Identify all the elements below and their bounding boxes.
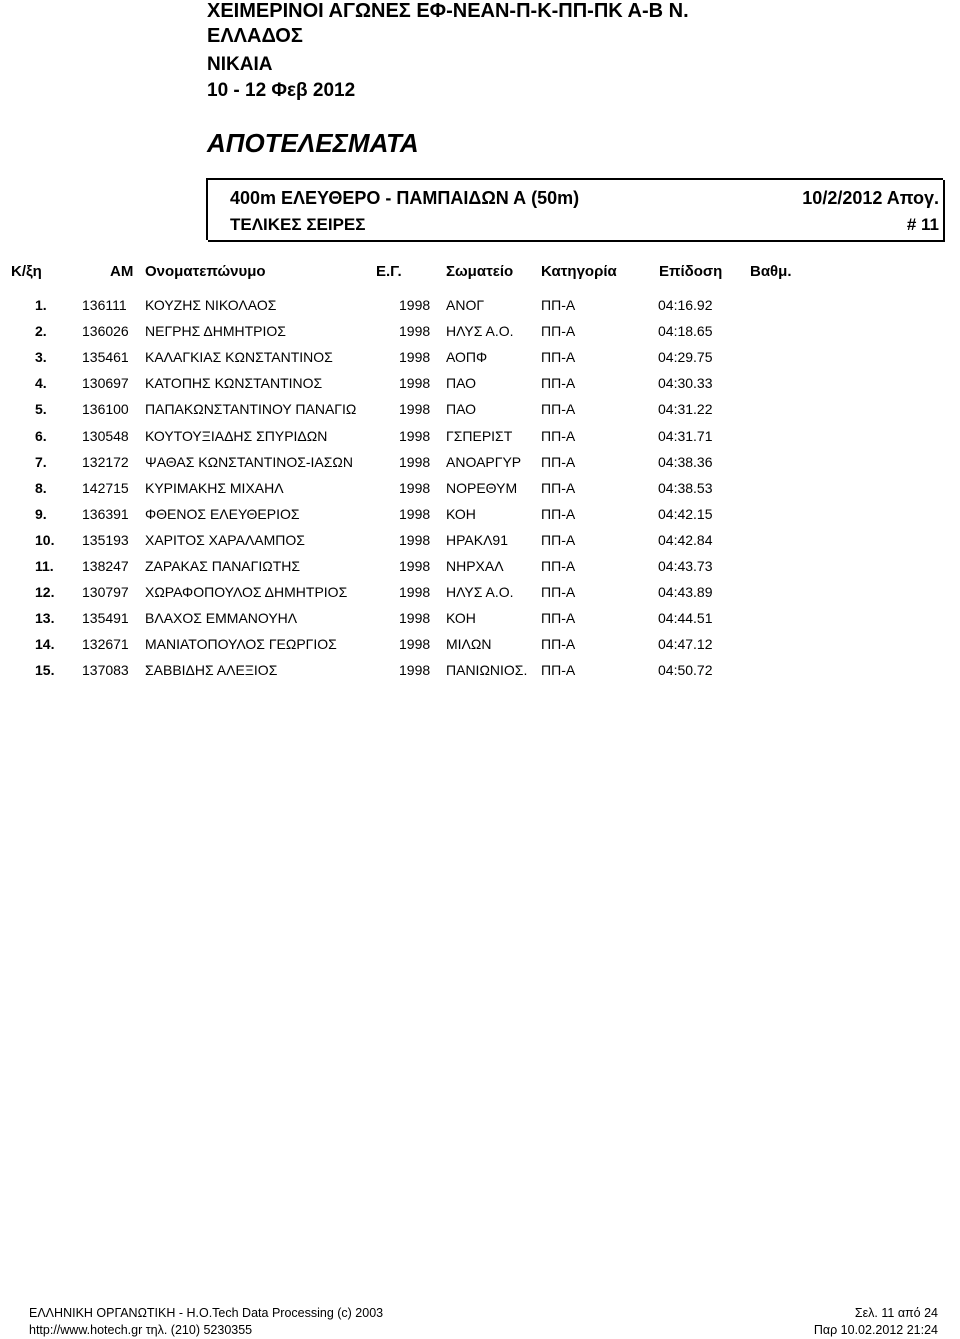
cell-time: 04:31.71 bbox=[658, 427, 713, 444]
cell-am: 132172 bbox=[82, 453, 129, 470]
cell-am: 130797 bbox=[82, 584, 129, 601]
cell-year: 1998 bbox=[399, 401, 431, 418]
cell-year: 1998 bbox=[399, 584, 431, 601]
column-header-club: Σωματείο bbox=[446, 263, 514, 280]
cell-time: 04:43.89 bbox=[658, 584, 713, 601]
cell-name: ΜΑΝΙΑΤΟΠΟΥΛΟΣ ΓΕΩΡΓΙΟΣ bbox=[145, 636, 337, 653]
cell-time: 04:29.75 bbox=[658, 349, 713, 366]
cell-name: ΚΥΡΙΜΑΚΗΣ ΜΙΧΑΗΛ bbox=[145, 479, 284, 496]
cell-category: ΠΠ-Α bbox=[541, 375, 576, 392]
cell-rank: 8. bbox=[35, 479, 47, 496]
cell-name: ΚΑΛΑΓΚΙΑΣ ΚΩΝΣΤΑΝΤΙΝΟΣ bbox=[145, 349, 333, 366]
cell-name: ΧΩΡΑΦΟΠΟΥΛΟΣ ΔΗΜΗΤΡΙΟΣ bbox=[145, 584, 348, 601]
results-title: ΑΠΟΤΕΛΕΣΜΑΤΑ bbox=[207, 128, 419, 158]
footer-contact: http://www.hotech.gr τηλ. (210) 5230355 bbox=[29, 1323, 253, 1337]
cell-club: ΠΑΝΙΩΝΙΟΣ. bbox=[446, 662, 528, 679]
footer-timestamp: Παρ 10.02.2012 21:24 bbox=[813, 1323, 938, 1337]
event-box bbox=[206, 178, 943, 240]
table-row bbox=[0, 528, 960, 554]
cell-rank: 15. bbox=[35, 662, 55, 679]
cell-am: 137083 bbox=[82, 662, 129, 679]
cell-name: ΒΛΑΧΟΣ ΕΜΜΑΝΟΥΗΛ bbox=[145, 610, 298, 627]
cell-category: ΠΠ-Α bbox=[541, 323, 576, 340]
cell-name: ΖΑΡΑΚΑΣ ΠΑΝΑΓΙΩΤΗΣ bbox=[145, 558, 301, 574]
event-name: 400m ΕΛΕΥΘΕΡΟ - ΠΑΜΠΑΙΔΩΝ Α (50m) bbox=[230, 188, 580, 208]
cell-name: ΨΑΘΑΣ ΚΩΝΣΤΑΝΤΙΝΟΣ-ΙΑΣΩΝ bbox=[145, 453, 354, 470]
cell-am: 130548 bbox=[82, 427, 129, 444]
cell-rank: 5. bbox=[35, 401, 47, 418]
table-row bbox=[0, 606, 960, 632]
meet-dates: 10 - 12 Φεβ 2012 bbox=[207, 80, 356, 101]
meet-title-line-1: ΧΕΙΜΕΡΙΝΟΙ ΑΓΩΝΕΣ ΕΦ-ΝΕΑΝ-Π-Κ-ΠΠ-ΠΚ Α-Β Ν. bbox=[207, 0, 689, 22]
cell-name: ΚΑΤΟΠΗΣ ΚΩΝΣΤΑΝΤΙΝΟΣ bbox=[145, 375, 323, 392]
column-header-rank: Κ/ξη bbox=[11, 263, 42, 280]
cell-name: ΧΑΡΙΤΟΣ ΧΑΡΑΛΑΜΠΟΣ bbox=[145, 531, 305, 548]
cell-category: ΠΠ-Α bbox=[541, 584, 576, 601]
column-header-name: Ονοματεπώνυμο bbox=[145, 263, 266, 280]
cell-club: ΠΑΟ bbox=[446, 401, 477, 418]
cell-category: ΠΠ-Α bbox=[541, 349, 576, 366]
cell-category: ΠΠ-Α bbox=[541, 531, 576, 548]
event-number: # 11 bbox=[906, 215, 939, 234]
cell-category: ΠΠ-Α bbox=[541, 662, 576, 679]
cell-club: ΗΛΥΣ Α.Ο. bbox=[446, 323, 514, 340]
cell-time: 04:30.33 bbox=[658, 375, 713, 392]
cell-am: 136391 bbox=[82, 505, 129, 522]
cell-time: 04:18.65 bbox=[658, 323, 713, 340]
table-row bbox=[0, 397, 960, 423]
cell-am: 136111 bbox=[82, 297, 127, 313]
cell-club: ΜΙΛΩΝ bbox=[446, 636, 492, 653]
cell-club: ΑΝΟΑΡΓΥΡ bbox=[446, 453, 522, 470]
footer-company: ΕΛΛΗΝΙΚΗ ΟΡΓΑΝΩΤΙΚΗ - Η.Ο.Tech Data Processing (c) 2003 bbox=[29, 1306, 384, 1320]
cell-rank: 2. bbox=[35, 323, 47, 340]
cell-rank: 13. bbox=[35, 610, 55, 627]
cell-club: ΑΝΟΓ bbox=[446, 297, 485, 313]
cell-year: 1998 bbox=[399, 349, 431, 366]
cell-club: ΠΑΟ bbox=[446, 375, 477, 392]
cell-name: ΚΟΥΤΟΥΞΙΑΔΗΣ ΣΠΥΡΙΔΩΝ bbox=[145, 427, 328, 444]
cell-rank: 4. bbox=[35, 375, 47, 392]
cell-club: ΚΟΗ bbox=[446, 505, 476, 522]
cell-time: 04:42.84 bbox=[658, 531, 713, 548]
cell-year: 1998 bbox=[399, 636, 431, 653]
cell-club: ΝΗΡΧΑΛ bbox=[446, 558, 504, 574]
cell-year: 1998 bbox=[399, 531, 431, 548]
cell-name: ΣΑΒΒΙΔΗΣ ΑΛΕΞΙΟΣ bbox=[145, 662, 278, 679]
cell-rank: 9. bbox=[35, 505, 47, 522]
table-row bbox=[0, 632, 960, 658]
cell-am: 132671 bbox=[82, 636, 129, 653]
cell-time: 04:38.36 bbox=[658, 453, 713, 470]
cell-am: 135491 bbox=[82, 610, 129, 627]
table-row bbox=[0, 424, 960, 450]
cell-time: 04:44.51 bbox=[658, 610, 713, 627]
column-header-category: Κατηγορία bbox=[541, 263, 617, 280]
cell-club: ΗΡΑΚΛ91 bbox=[446, 531, 509, 548]
cell-year: 1998 bbox=[399, 662, 431, 679]
table-row bbox=[0, 345, 960, 371]
table-row bbox=[0, 554, 960, 580]
cell-category: ΠΠ-Α bbox=[541, 636, 576, 653]
cell-rank: 3. bbox=[35, 349, 47, 366]
cell-category: ΠΠ-Α bbox=[541, 401, 576, 418]
cell-time: 04:38.53 bbox=[658, 479, 713, 496]
cell-year: 1998 bbox=[399, 610, 431, 627]
table-row bbox=[0, 319, 960, 345]
cell-name: ΚΟΥΖΗΣ ΝΙΚΟΛΑΟΣ bbox=[145, 297, 277, 313]
table-row bbox=[0, 476, 960, 502]
cell-time: 04:42.15 bbox=[658, 505, 713, 522]
column-header-points: Βαθμ. bbox=[750, 263, 792, 280]
cell-year: 1998 bbox=[399, 453, 431, 470]
cell-am: 136100 bbox=[82, 401, 129, 418]
cell-category: ΠΠ-Α bbox=[541, 610, 576, 627]
column-header-year: Ε.Γ. bbox=[376, 263, 402, 280]
cell-club: ΚΟΗ bbox=[446, 610, 476, 627]
cell-rank: 12. bbox=[35, 584, 55, 601]
cell-category: ΠΠ-Α bbox=[541, 297, 576, 313]
table-row bbox=[0, 658, 960, 684]
cell-rank: 6. bbox=[35, 427, 47, 444]
column-header-am: ΑΜ bbox=[110, 263, 134, 280]
cell-name: ΠΑΠΑΚΩΝΣΤΑΝΤΙΝΟΥ ΠΑΝΑΓΙΩ bbox=[145, 401, 357, 418]
cell-am: 135193 bbox=[82, 531, 129, 548]
table-row bbox=[0, 293, 960, 319]
cell-time: 04:43.73 bbox=[658, 558, 713, 574]
cell-category: ΠΠ-Α bbox=[541, 427, 576, 444]
cell-club: ΓΣΠΕΡΙΣΤ bbox=[446, 427, 513, 444]
footer-page-number: Σελ. 11 από 24 bbox=[854, 1306, 938, 1320]
cell-am: 130697 bbox=[82, 375, 129, 392]
cell-name: ΦΘΕΝΟΣ ΕΛΕΥΘΕΡΙΟΣ bbox=[145, 505, 300, 522]
cell-year: 1998 bbox=[399, 558, 431, 574]
cell-category: ΠΠ-Α bbox=[541, 505, 576, 522]
cell-club: ΑΟΠΦ bbox=[446, 349, 488, 366]
table-row bbox=[0, 450, 960, 476]
cell-year: 1998 bbox=[399, 297, 431, 313]
cell-club: ΗΛΥΣ Α.Ο. bbox=[446, 584, 514, 601]
cell-category: ΠΠ-Α bbox=[541, 479, 576, 496]
table-row bbox=[0, 371, 960, 397]
table-row bbox=[0, 502, 960, 528]
event-date: 10/2/2012 Απογ. bbox=[802, 188, 939, 208]
cell-year: 1998 bbox=[399, 427, 431, 444]
cell-time: 04:47.12 bbox=[658, 636, 713, 653]
cell-rank: 14. bbox=[35, 636, 55, 653]
cell-category: ΠΠ-Α bbox=[541, 453, 576, 470]
cell-name: ΝΕΓΡΗΣ ΔΗΜΗΤΡΙΟΣ bbox=[145, 323, 286, 340]
meet-title-line-2: ΕΛΛΑΔΟΣ bbox=[207, 25, 303, 47]
cell-rank: 10. bbox=[35, 531, 55, 548]
cell-time: 04:50.72 bbox=[658, 662, 713, 679]
event-round: ΤΕΛΙΚΕΣ ΣΕΙΡΕΣ bbox=[230, 215, 366, 234]
meet-venue: ΝΙΚΑΙΑ bbox=[207, 54, 273, 75]
column-header-time: Επίδοση bbox=[659, 263, 723, 280]
cell-am: 142715 bbox=[82, 479, 129, 496]
cell-time: 04:16.92 bbox=[658, 297, 713, 313]
cell-rank: 1. bbox=[35, 297, 47, 313]
cell-time: 04:31.22 bbox=[658, 401, 713, 418]
cell-am: 136026 bbox=[82, 323, 129, 340]
cell-rank: 7. bbox=[35, 453, 47, 470]
cell-am: 138247 bbox=[82, 558, 129, 574]
cell-rank: 11. bbox=[35, 558, 54, 574]
cell-year: 1998 bbox=[399, 323, 431, 340]
cell-year: 1998 bbox=[399, 505, 431, 522]
table-row bbox=[0, 580, 960, 606]
cell-club: ΝΟΡΕΘΥΜ bbox=[446, 479, 518, 496]
cell-am: 135461 bbox=[82, 349, 129, 366]
cell-year: 1998 bbox=[399, 375, 431, 392]
cell-category: ΠΠ-Α bbox=[541, 558, 576, 574]
cell-year: 1998 bbox=[399, 479, 431, 496]
